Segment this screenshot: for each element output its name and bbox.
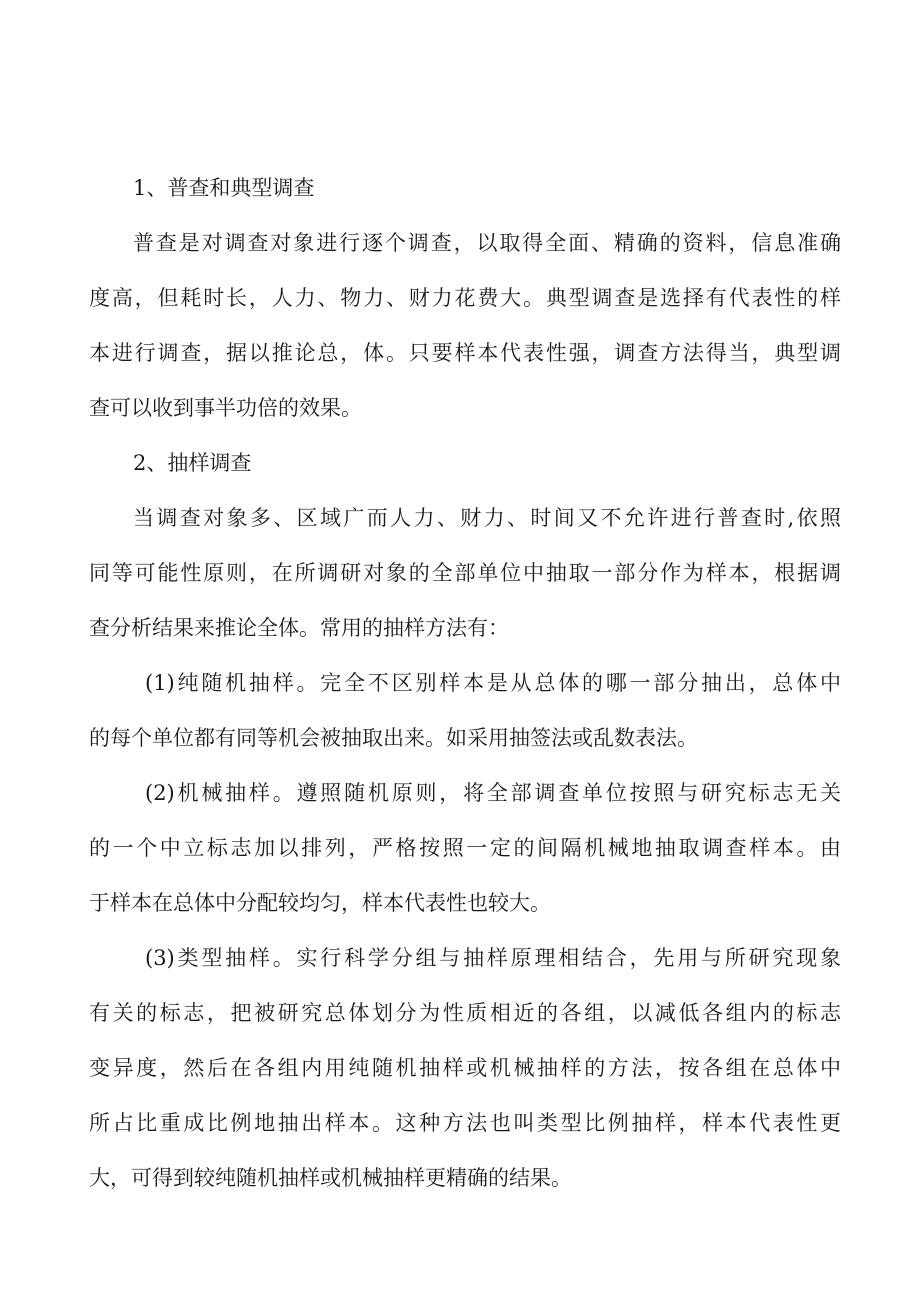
paragraph-line: 查可以收到事半功倍的效果。 <box>89 396 362 420</box>
paragraph-line: 查分析结果来推论全体。常用的抽样方法有： <box>89 616 509 640</box>
list-item-line: (2)机械抽样。遵照随机原则，将全部调查单位按照与研究标志无关 <box>145 781 841 805</box>
list-item-line: 所占比重成比例地抽出样本。这种方法也叫类型比例抽样，样本代表性更 <box>89 1111 841 1135</box>
paragraph-line: 同等可能性原则，在所调研对象的全部单位中抽取一部分作为样本，根据调 <box>89 561 841 585</box>
list-item-line: 的每个单位都有同等机会被抽取出来。如采用抽签法或乱数表法。 <box>89 726 698 750</box>
section-heading-2: 2、抽样调查 <box>133 451 252 475</box>
list-item-line: (1)纯随机抽样。完全不区别样本是从总体的哪一部分抽出，总体中 <box>145 671 841 695</box>
list-item-line: 大，可得到较纯随机抽样或机械抽样更精确的结果。 <box>89 1166 572 1190</box>
list-item-line: 有关的标志，把被研究总体划分为性质相近的各组，以减低各组内的标志 <box>89 1001 841 1025</box>
document-page <box>89 167 841 1212</box>
list-item-line: 变异度，然后在各组内用纯随机抽样或机械抽样的方法，按各组在总体中 <box>89 1056 841 1080</box>
paragraph-line: 普查是对调查对象进行逐个调查，以取得全面、精确的资料，信息准确 <box>133 231 841 255</box>
list-item-line: 于样本在总体中分配较均匀，样本代表性也较大。 <box>89 891 551 915</box>
paragraph-line: 当调查对象多、区域广而人力、财力、时间又不允许进行普查时,依照 <box>133 506 841 530</box>
list-item-line: (3)类型抽样。实行科学分组与抽样原理相结合，先用与所研究现象 <box>145 946 841 970</box>
list-item-line: 的一个中立标志加以排列，严格按照一定的间隔机械地抽取调查样本。由 <box>89 836 841 860</box>
paragraph-line: 度高，但耗时长，人力、物力、财力花费大。典型调查是选择有代表性的样 <box>89 286 841 310</box>
section-heading-1: 1、普查和典型调查 <box>133 176 315 200</box>
paragraph-line: 本进行调查，据以推论总，体。只要样本代表性强，调查方法得当，典型调 <box>89 341 841 365</box>
